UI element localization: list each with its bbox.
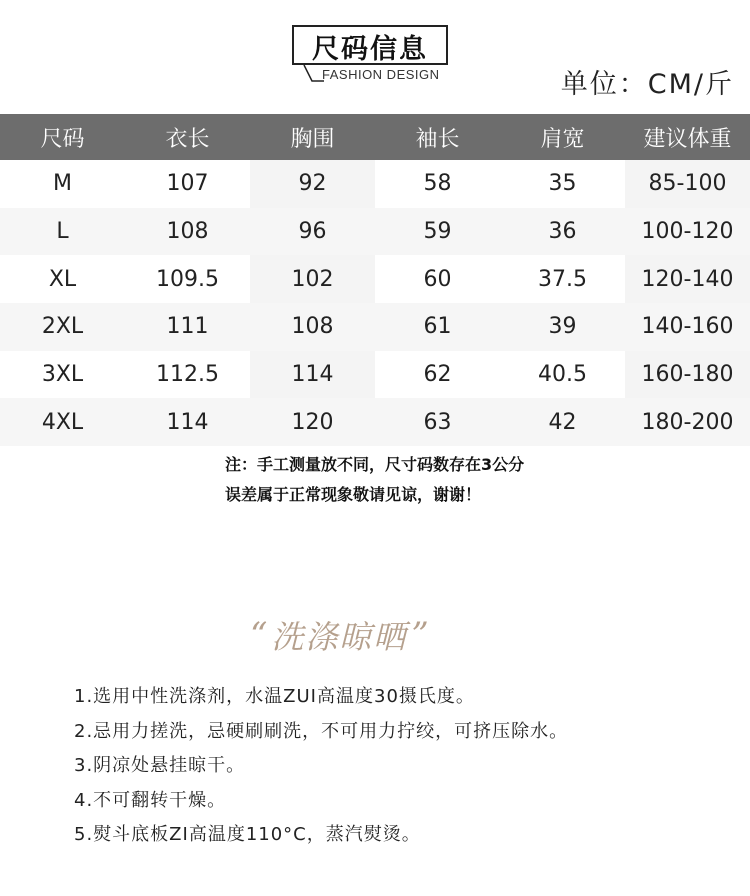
table-cell: 2XL xyxy=(41,314,84,340)
table-cell: 59 xyxy=(423,219,452,245)
table-row xyxy=(0,255,750,303)
size-table xyxy=(0,114,750,446)
table-cell: 36 xyxy=(548,219,577,245)
table-cell: 100-120 xyxy=(641,219,734,245)
table-cell: 62 xyxy=(423,362,452,388)
note-line: 误差属于正常现象敬请见谅，谢谢！ xyxy=(225,485,482,504)
table-cell: 120-140 xyxy=(625,255,750,303)
care-title-text: 洗涤晾晒 xyxy=(271,618,408,656)
table-cell: 112.5 xyxy=(156,362,219,388)
table-cell: 39 xyxy=(548,314,577,340)
list-item: 5.熨斗底板ZI高温度110°C，蒸汽熨烫。 xyxy=(74,824,421,845)
table-cell: 96 xyxy=(298,219,327,245)
care-instructions xyxy=(74,680,568,853)
column-header: 建议体重 xyxy=(643,126,732,152)
column-header: 袖长 xyxy=(415,126,460,152)
list-item: 1.选用中性洗涤剂，水温ZUI高温度30摄氏度。 xyxy=(74,686,475,707)
table-cell: 102 xyxy=(250,255,375,303)
table-cell: 107 xyxy=(166,171,209,197)
unit-label: 单位：CM/斤 xyxy=(560,69,734,100)
note-line: 注：手工测量放不同，尺寸码数存在3公分 xyxy=(225,455,525,474)
table-cell: 92 xyxy=(250,160,375,208)
column-header: 尺码 xyxy=(40,126,85,152)
table-cell: 60 xyxy=(423,266,452,292)
table-cell: 85-100 xyxy=(625,160,750,208)
table-cell: M xyxy=(53,171,72,197)
table-cell: 120 xyxy=(291,409,334,435)
table-cell: XL xyxy=(48,266,77,292)
open-quote: “ xyxy=(250,615,268,655)
table-cell: 114 xyxy=(166,409,209,435)
table-cell: 42 xyxy=(548,409,577,435)
table-cell: 108 xyxy=(166,219,209,245)
list-item: 4.不可翻转干燥。 xyxy=(74,789,227,811)
list-item: 2.忌用力搓洗，忌硬刷刷洗，不可用力拧绞，可挤压除水。 xyxy=(74,720,569,742)
measurement-note xyxy=(225,450,524,510)
logo-subtitle: FASHION DESIGN xyxy=(322,67,440,82)
table-header xyxy=(0,114,750,160)
table-cell: 61 xyxy=(423,314,452,340)
list-item: 3.阴凉处悬挂晾干。 xyxy=(74,755,246,776)
table-row xyxy=(0,160,750,208)
table-cell: 108 xyxy=(291,314,334,340)
table-row xyxy=(0,398,750,446)
page-title: 尺码信息 xyxy=(312,34,428,65)
table-cell: 140-160 xyxy=(641,314,734,340)
table-row xyxy=(0,303,750,351)
table-cell: 4XL xyxy=(41,409,84,435)
table-cell: 114 xyxy=(250,351,375,399)
table-cell: 109.5 xyxy=(156,266,219,292)
table-cell: 58 xyxy=(423,171,452,197)
care-section-title xyxy=(250,612,490,658)
logo xyxy=(292,25,450,87)
column-header: 衣长 xyxy=(165,126,210,152)
table-row xyxy=(0,208,750,256)
table-cell: 180-200 xyxy=(641,409,734,435)
column-header: 胸围 xyxy=(290,126,335,152)
table-cell: L xyxy=(56,219,69,245)
close-quote: ” xyxy=(411,615,429,655)
table-cell: 160-180 xyxy=(625,351,750,399)
table-cell: 40.5 xyxy=(538,362,587,388)
table-row xyxy=(0,351,750,399)
table-cell: 35 xyxy=(548,171,577,197)
table-cell: 37.5 xyxy=(538,266,587,292)
table-cell: 63 xyxy=(423,409,452,435)
table-cell: 3XL xyxy=(41,362,84,388)
column-header: 肩宽 xyxy=(540,126,585,152)
table-cell: 111 xyxy=(166,314,209,340)
